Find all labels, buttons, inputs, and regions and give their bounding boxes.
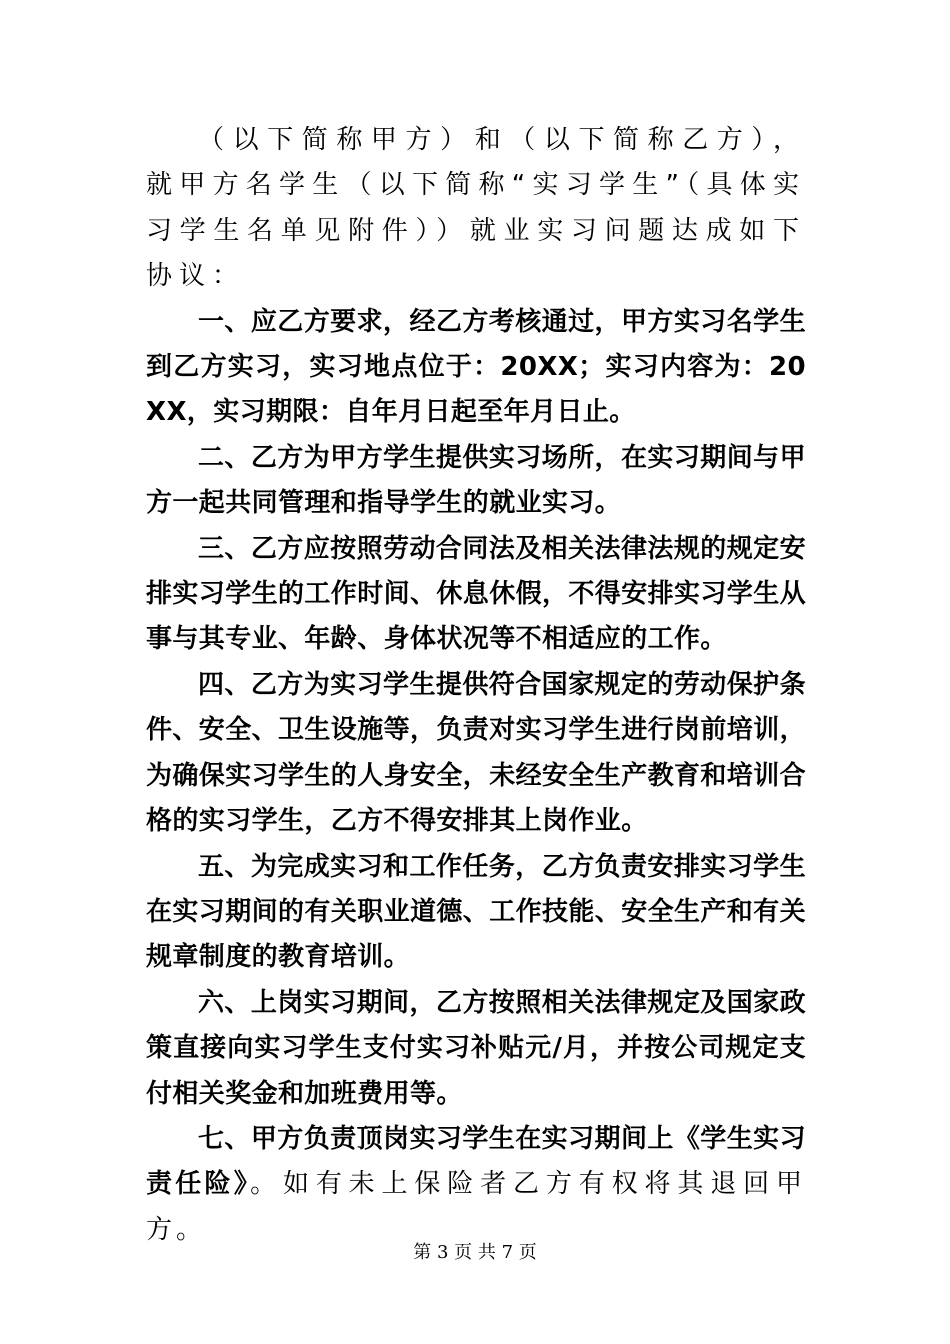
clause-4-paragraph: 四、乙方为实习学生提供符合国家规定的劳动保护条件、安全、卫生设施等，负责对实习学生进行岗前培训，为确保实习学生的人身安全，未经安全生产教育和培训合格的实习学生，乙方不得安排其上岗作业。	[146, 669, 807, 837]
document-body	[146, 118, 806, 1253]
page-number-footer: 第 3 页 共 7 页	[413, 1242, 537, 1263]
intro-paragraph: （以下简称甲方）和（以下简称乙方），就甲方名学生（以下简称“实习学生”（具体实习学生名单见附件））就业实习问题达成如下协议：	[146, 125, 806, 292]
clause-7-bold-text: 七、甲方负责顶岗实习学生在实习期间上《学生实习责任险》	[146, 1123, 806, 1200]
clause-1-paragraph: 一、应乙方要求，经乙方考核通过，甲方实习名学生到乙方实习，实习地点位于：20XX；实习内容为：20XX，实习期限：自年月日起至年月日止。	[146, 306, 806, 428]
clause-5-paragraph: 五、为完成实习和工作任务，乙方负责安排实习学生在实习期间的有关职业道德、工作技能、安全生产和有关规章制度的教育培训。	[146, 851, 807, 973]
clause-6-paragraph: 六、上岗实习期间，乙方按照相关法律规定及国家政策直接向实习学生支付实习补贴元/月，并按公司规定支付相关奖金和加班费用等。	[146, 987, 806, 1109]
clause-7-paragraph	[146, 1117, 806, 1253]
clause-7-light-text: 。如有未上保险者乙方有权将其退回甲方。	[146, 1169, 806, 1245]
clause-2-paragraph: 二、乙方为甲方学生提供实习场所，在实习期间与甲方一起共同管理和指导学生的就业实习。	[146, 442, 806, 519]
clause-3-paragraph: 三、乙方应按照劳动合同法及相关法律法规的规定安排实习学生的工作时间、休息休假，不得安排实习学生从事与其专业、年龄、身体状况等不相适应的工作。	[146, 533, 807, 655]
